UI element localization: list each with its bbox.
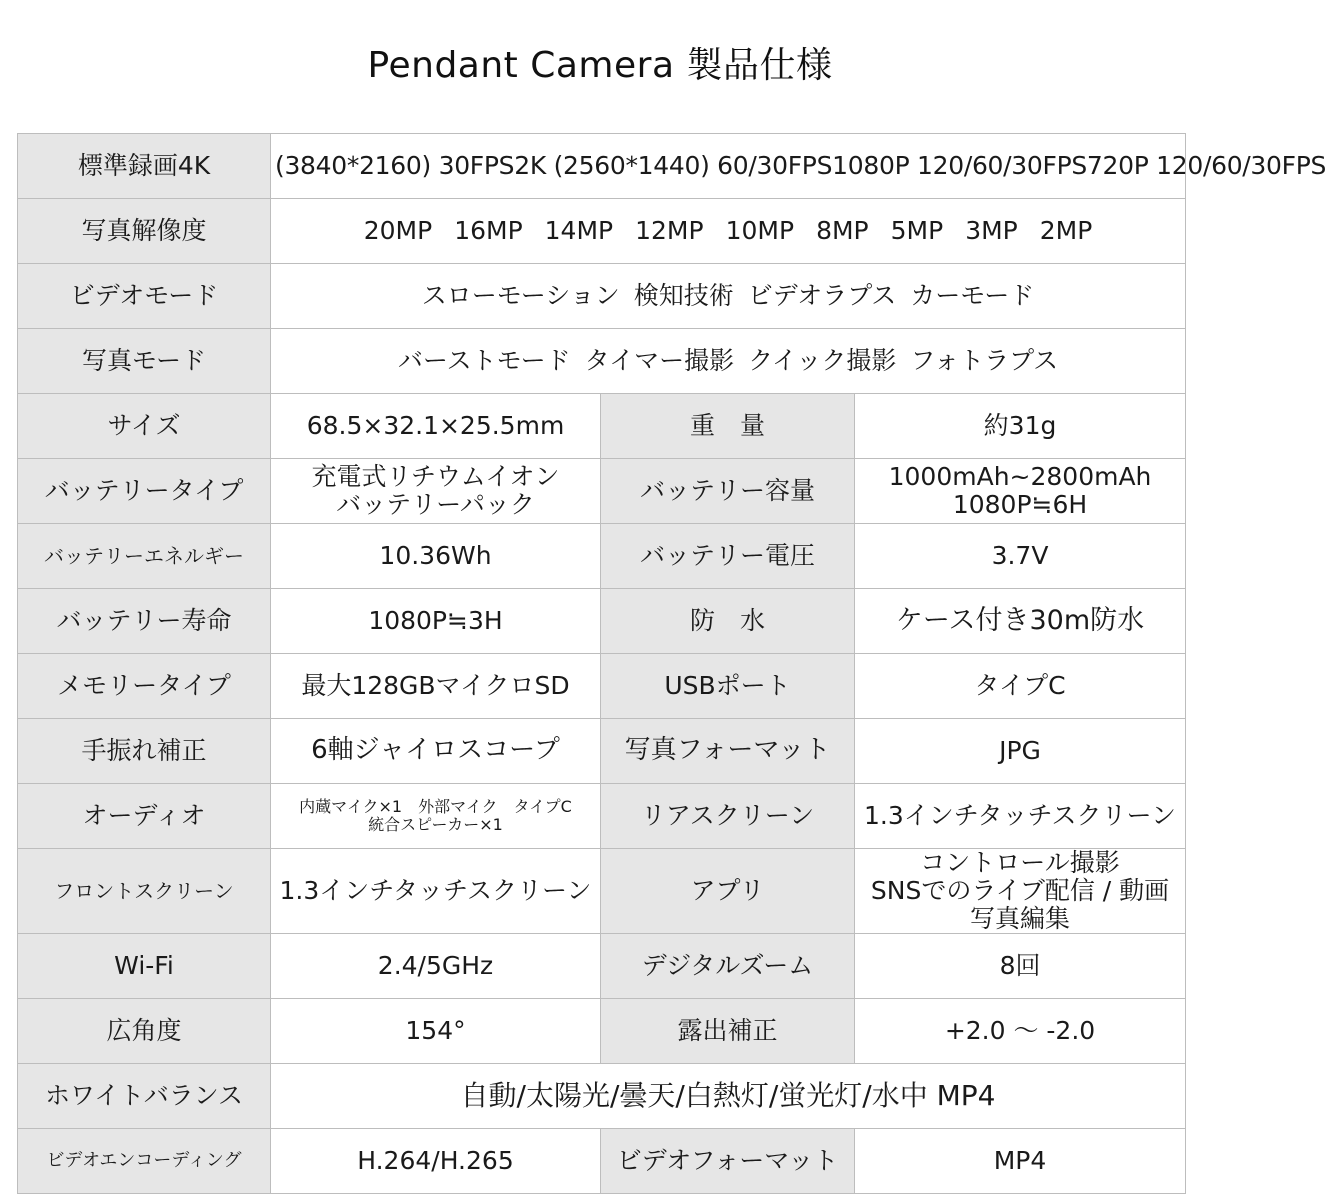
- spec-value: [271, 459, 601, 524]
- resolution-item: 14MP: [544, 216, 614, 245]
- resolution-item: 20MP: [363, 216, 433, 245]
- spec-table: [17, 133, 1326, 1194]
- mode-item: スローモーション: [421, 281, 620, 310]
- value-line: バッテリーパック: [336, 490, 535, 519]
- spec-label: バッテリー容量: [601, 459, 855, 524]
- spec-row-video-encoding: [18, 1129, 1186, 1194]
- mode-item: バーストモード: [397, 346, 571, 375]
- spec-row-battery-life: [18, 589, 1186, 654]
- spec-label: USBポート: [601, 654, 855, 719]
- spec-label: 露出補正: [601, 999, 855, 1064]
- value-line: 充電式リチウムイオン: [311, 462, 560, 491]
- spec-value: 約31g: [855, 394, 1186, 459]
- mode-item: カーモード: [910, 281, 1035, 310]
- spec-row-memory: [18, 654, 1186, 719]
- spec-label: 広角度: [18, 999, 271, 1064]
- spec-row-photo-mode: [18, 329, 1186, 394]
- resolution-item: 8MP: [816, 216, 869, 245]
- spec-row-video-recording: [18, 134, 1186, 199]
- spec-label: バッテリー寿命: [18, 589, 271, 654]
- mode-item: タイマー撮影: [584, 346, 735, 375]
- spec-value: 1.3インチタッチスクリーン: [271, 849, 601, 934]
- spec-row-photo-resolution: [18, 199, 1186, 264]
- spec-row-angle: [18, 999, 1186, 1064]
- resolution-item: 10MP: [725, 216, 795, 245]
- resolution-item: 2MP: [1039, 216, 1093, 245]
- spec-row-wifi: [18, 934, 1186, 999]
- spec-row-video-mode: [18, 264, 1186, 329]
- resolution-item: 12MP: [635, 216, 704, 245]
- spec-label: 写真モード: [18, 329, 271, 394]
- spec-label: バッテリー電圧: [601, 524, 855, 589]
- spec-label: ビデオエンコーディング: [18, 1129, 271, 1194]
- spec-value: [271, 329, 1186, 394]
- spec-label: メモリータイプ: [18, 654, 271, 719]
- resolution-item: 3MP: [965, 216, 1018, 245]
- value-line: 統合スピーカー×1: [368, 815, 503, 834]
- spec-label: ビデオフォーマット: [601, 1129, 855, 1194]
- mode-item: 検知技術: [633, 281, 734, 310]
- spec-row-stabilization: [18, 719, 1186, 784]
- spec-value: ケース付き30m防水: [855, 589, 1186, 654]
- value-line: SNSでのライブ配信 / 動画写真編集: [870, 876, 1170, 933]
- mode-item: クイック撮影: [748, 346, 897, 375]
- spec-row-white-balance: [18, 1064, 1186, 1129]
- spec-label: リアスクリーン: [601, 784, 855, 849]
- spec-label: サイズ: [18, 394, 271, 459]
- spec-label: 重 量: [601, 394, 855, 459]
- spec-label: アプリ: [601, 849, 855, 934]
- spec-value: (3840*2160) 30FPS2K (2560*1440) 60/30FPS1080P 120/60/30FPS720P 120/60/30FPS: [271, 134, 1186, 199]
- resolution-item: 5MP: [890, 216, 944, 245]
- spec-value: [271, 199, 1186, 264]
- spec-value: H.264/H.265: [271, 1129, 601, 1194]
- spec-value: JPG: [855, 719, 1186, 784]
- spec-value: タイプC: [855, 654, 1186, 719]
- resolution-item: 16MP: [454, 216, 523, 245]
- spec-label: 手振れ補正: [18, 719, 271, 784]
- spec-value: 10.36Wh: [271, 524, 601, 589]
- spec-value: [855, 459, 1186, 524]
- value-line: 内蔵マイク×1 外部マイク タイプC: [299, 797, 572, 817]
- spec-label: 写真解像度: [18, 199, 271, 264]
- spec-label: デジタルズーム: [601, 934, 855, 999]
- spec-value: 最大128GBマイクロSD: [271, 654, 601, 719]
- spec-value: 2.4/5GHz: [271, 934, 601, 999]
- page-title: Pendant Camera 製品仕様: [367, 45, 833, 86]
- spec-value: MP4: [855, 1129, 1186, 1194]
- value-line: 1000mAh~2800mAh: [888, 462, 1152, 491]
- spec-row-front-screen: [18, 849, 1186, 934]
- spec-label: ホワイトバランス: [18, 1064, 271, 1129]
- spec-row-size: [18, 394, 1186, 459]
- spec-label: フロントスクリーン: [18, 849, 271, 934]
- spec-row-audio: [18, 784, 1186, 849]
- spec-value: 1.3インチタッチスクリーン: [855, 784, 1186, 849]
- spec-value: 3.7V: [855, 524, 1186, 589]
- spec-value: +2.0 ～ -2.0: [855, 999, 1186, 1064]
- value-line: コントロール撮影: [920, 848, 1120, 877]
- spec-value: [271, 264, 1186, 329]
- spec-value: 154°: [271, 999, 601, 1064]
- spec-row-battery-type: [18, 459, 1186, 524]
- spec-value: 1080P≒3H: [271, 589, 601, 654]
- spec-value: 8回: [855, 934, 1186, 999]
- spec-label: ビデオモード: [18, 264, 271, 329]
- mode-item: ビデオラプス: [747, 281, 897, 310]
- spec-label: オーディオ: [18, 784, 271, 849]
- spec-label: バッテリータイプ: [18, 459, 271, 524]
- value-line: 1080P≒6H: [952, 490, 1088, 519]
- spec-label: 標準録画4K: [18, 134, 271, 199]
- spec-value: 68.5×32.1×25.5mm: [271, 394, 601, 459]
- spec-value: 6軸ジャイロスコープ: [271, 719, 601, 784]
- spec-value: [271, 784, 601, 849]
- spec-label: Wi-Fi: [18, 934, 271, 999]
- mode-item: フォトラプス: [910, 346, 1059, 375]
- spec-label: 防 水: [601, 589, 855, 654]
- spec-label: 写真フォーマット: [601, 719, 855, 784]
- spec-label: バッテリーエネルギー: [18, 524, 271, 589]
- spec-value: [855, 849, 1186, 934]
- spec-value: 自動/太陽光/曇天/白熱灯/蛍光灯/水中 MP4: [271, 1064, 1186, 1129]
- spec-row-battery-energy: [18, 524, 1186, 589]
